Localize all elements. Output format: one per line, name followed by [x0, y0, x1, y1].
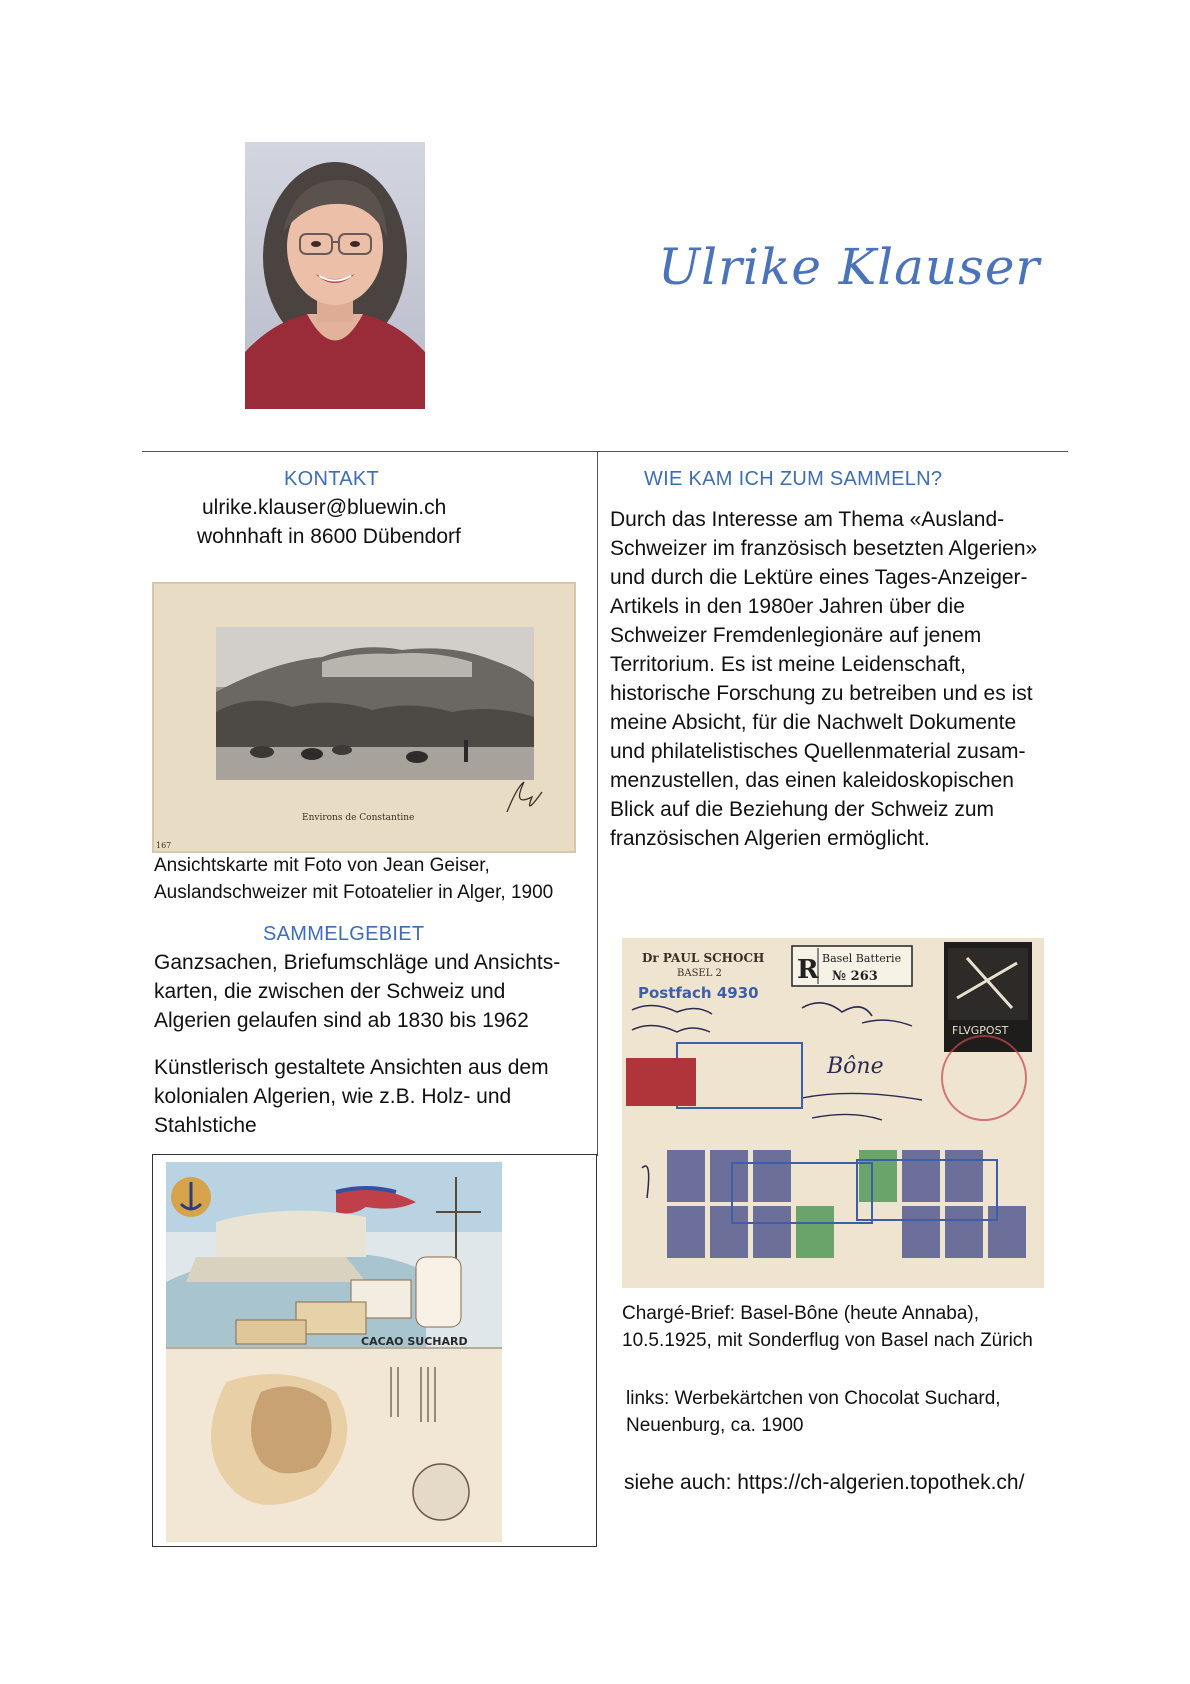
why-line: menzustellen, das einen kaleidoskopischen: [610, 769, 1014, 792]
why-line: Blick auf die Beziehung der Schweiz zum: [610, 798, 995, 821]
collection-line: kolonialen Algerien, wie z.B. Holz- und: [154, 1085, 512, 1108]
suchard-caption-line: links: Werbekärtchen von Chocolat Suchard,: [626, 1388, 1001, 1409]
collection-line: Stahlstiche: [154, 1114, 257, 1137]
cover-postfach: Postfach 4930: [638, 984, 759, 1002]
portrait-photo: [245, 142, 425, 409]
vignette-text: FLVGPOST: [952, 1024, 1009, 1037]
postcard-caption-line: Ansichtskarte mit Foto von Jean Geiser,: [154, 855, 490, 876]
why-line: Schweizer Fremdenlegionäre auf jenem: [610, 624, 982, 647]
collection-line: Algerien gelaufen sind ab 1830 bis 1962: [154, 1009, 529, 1032]
suchard-brand: CACAO SUCHARD: [361, 1335, 468, 1348]
why-line: französischen Algerien ermöglicht.: [610, 827, 930, 850]
cover-caption-line: 10.5.1925, mit Sonderflug von Basel nach Zürich: [622, 1330, 1033, 1351]
cover-destination: Bône: [827, 1054, 884, 1079]
collection-heading: SAMMELGEBIET: [263, 923, 425, 945]
horizontal-divider: [142, 451, 1068, 452]
why-line: und philatelistisches Quellenmaterial zusam-: [610, 740, 1026, 763]
registration-number: № 263: [832, 969, 878, 984]
postcard-label: Environs de Constantine: [302, 813, 415, 823]
why-paragraph: [610, 505, 1070, 853]
cover-caption: [622, 1300, 1033, 1354]
collection-line: Künstlerisch gestaltete Ansichten aus dem: [154, 1056, 549, 1079]
cover-caption-line: Chargé-Brief: Basel-Bône (heute Annaba),: [622, 1303, 979, 1324]
author-name: Ulrike Klauser: [658, 238, 1041, 296]
suchard-caption-line: Neuenburg, ca. 1900: [626, 1415, 804, 1436]
contact-email: ulrike.klauser@bluewin.ch: [202, 496, 447, 519]
cover-sender: Dr PAUL SCHOCH: [642, 951, 765, 965]
suchard-caption: [626, 1385, 1001, 1439]
vertical-divider: [597, 451, 598, 1156]
registration-r-mark: R: [797, 955, 819, 985]
why-line: Artikels in den 1980er Jahren über die: [610, 595, 965, 618]
collection-paragraph-2: [154, 1053, 549, 1140]
postcard-number: 167: [156, 841, 172, 850]
why-heading: WIE KAM ICH ZUM SAMMELN?: [644, 468, 943, 490]
contact-heading: KONTAKT: [284, 468, 380, 490]
why-line: Territorium. Es ist meine Leidenschaft,: [610, 653, 966, 676]
why-line: historische Forschung zu betreiben und es ist: [610, 682, 1033, 705]
collection-paragraph-1: [154, 948, 560, 1035]
collection-line: karten, die zwischen der Schweiz und: [154, 980, 506, 1003]
postcard-caption-line: Auslandschweizer mit Fotoatelier in Alger, 1900: [154, 882, 554, 903]
suchard-card-image: [166, 1162, 502, 1542]
why-line: Durch das Interesse am Thema «Ausland-: [610, 508, 1005, 531]
why-line: Schweizer im französisch besetzten Algerien»: [610, 537, 1038, 560]
contact-residence: wohnhaft in 8600 Dübendorf: [197, 525, 461, 548]
registration-office: Basel Batterie: [822, 952, 902, 965]
postcard-caption: [154, 852, 553, 906]
postcard-image: [152, 582, 576, 853]
cover-sender-city: BASEL 2: [677, 968, 722, 979]
why-line: meine Absicht, für die Nachwelt Dokumente: [610, 711, 1017, 734]
cover-image: [622, 938, 1044, 1288]
see-also-link[interactable]: siehe auch: https://ch-algerien.topothek.ch/: [624, 1471, 1025, 1494]
collection-line: Ganzsachen, Briefumschläge und Ansichts-: [154, 951, 561, 974]
why-line: und durch die Lektüre eines Tages-Anzeiger-: [610, 566, 1028, 589]
